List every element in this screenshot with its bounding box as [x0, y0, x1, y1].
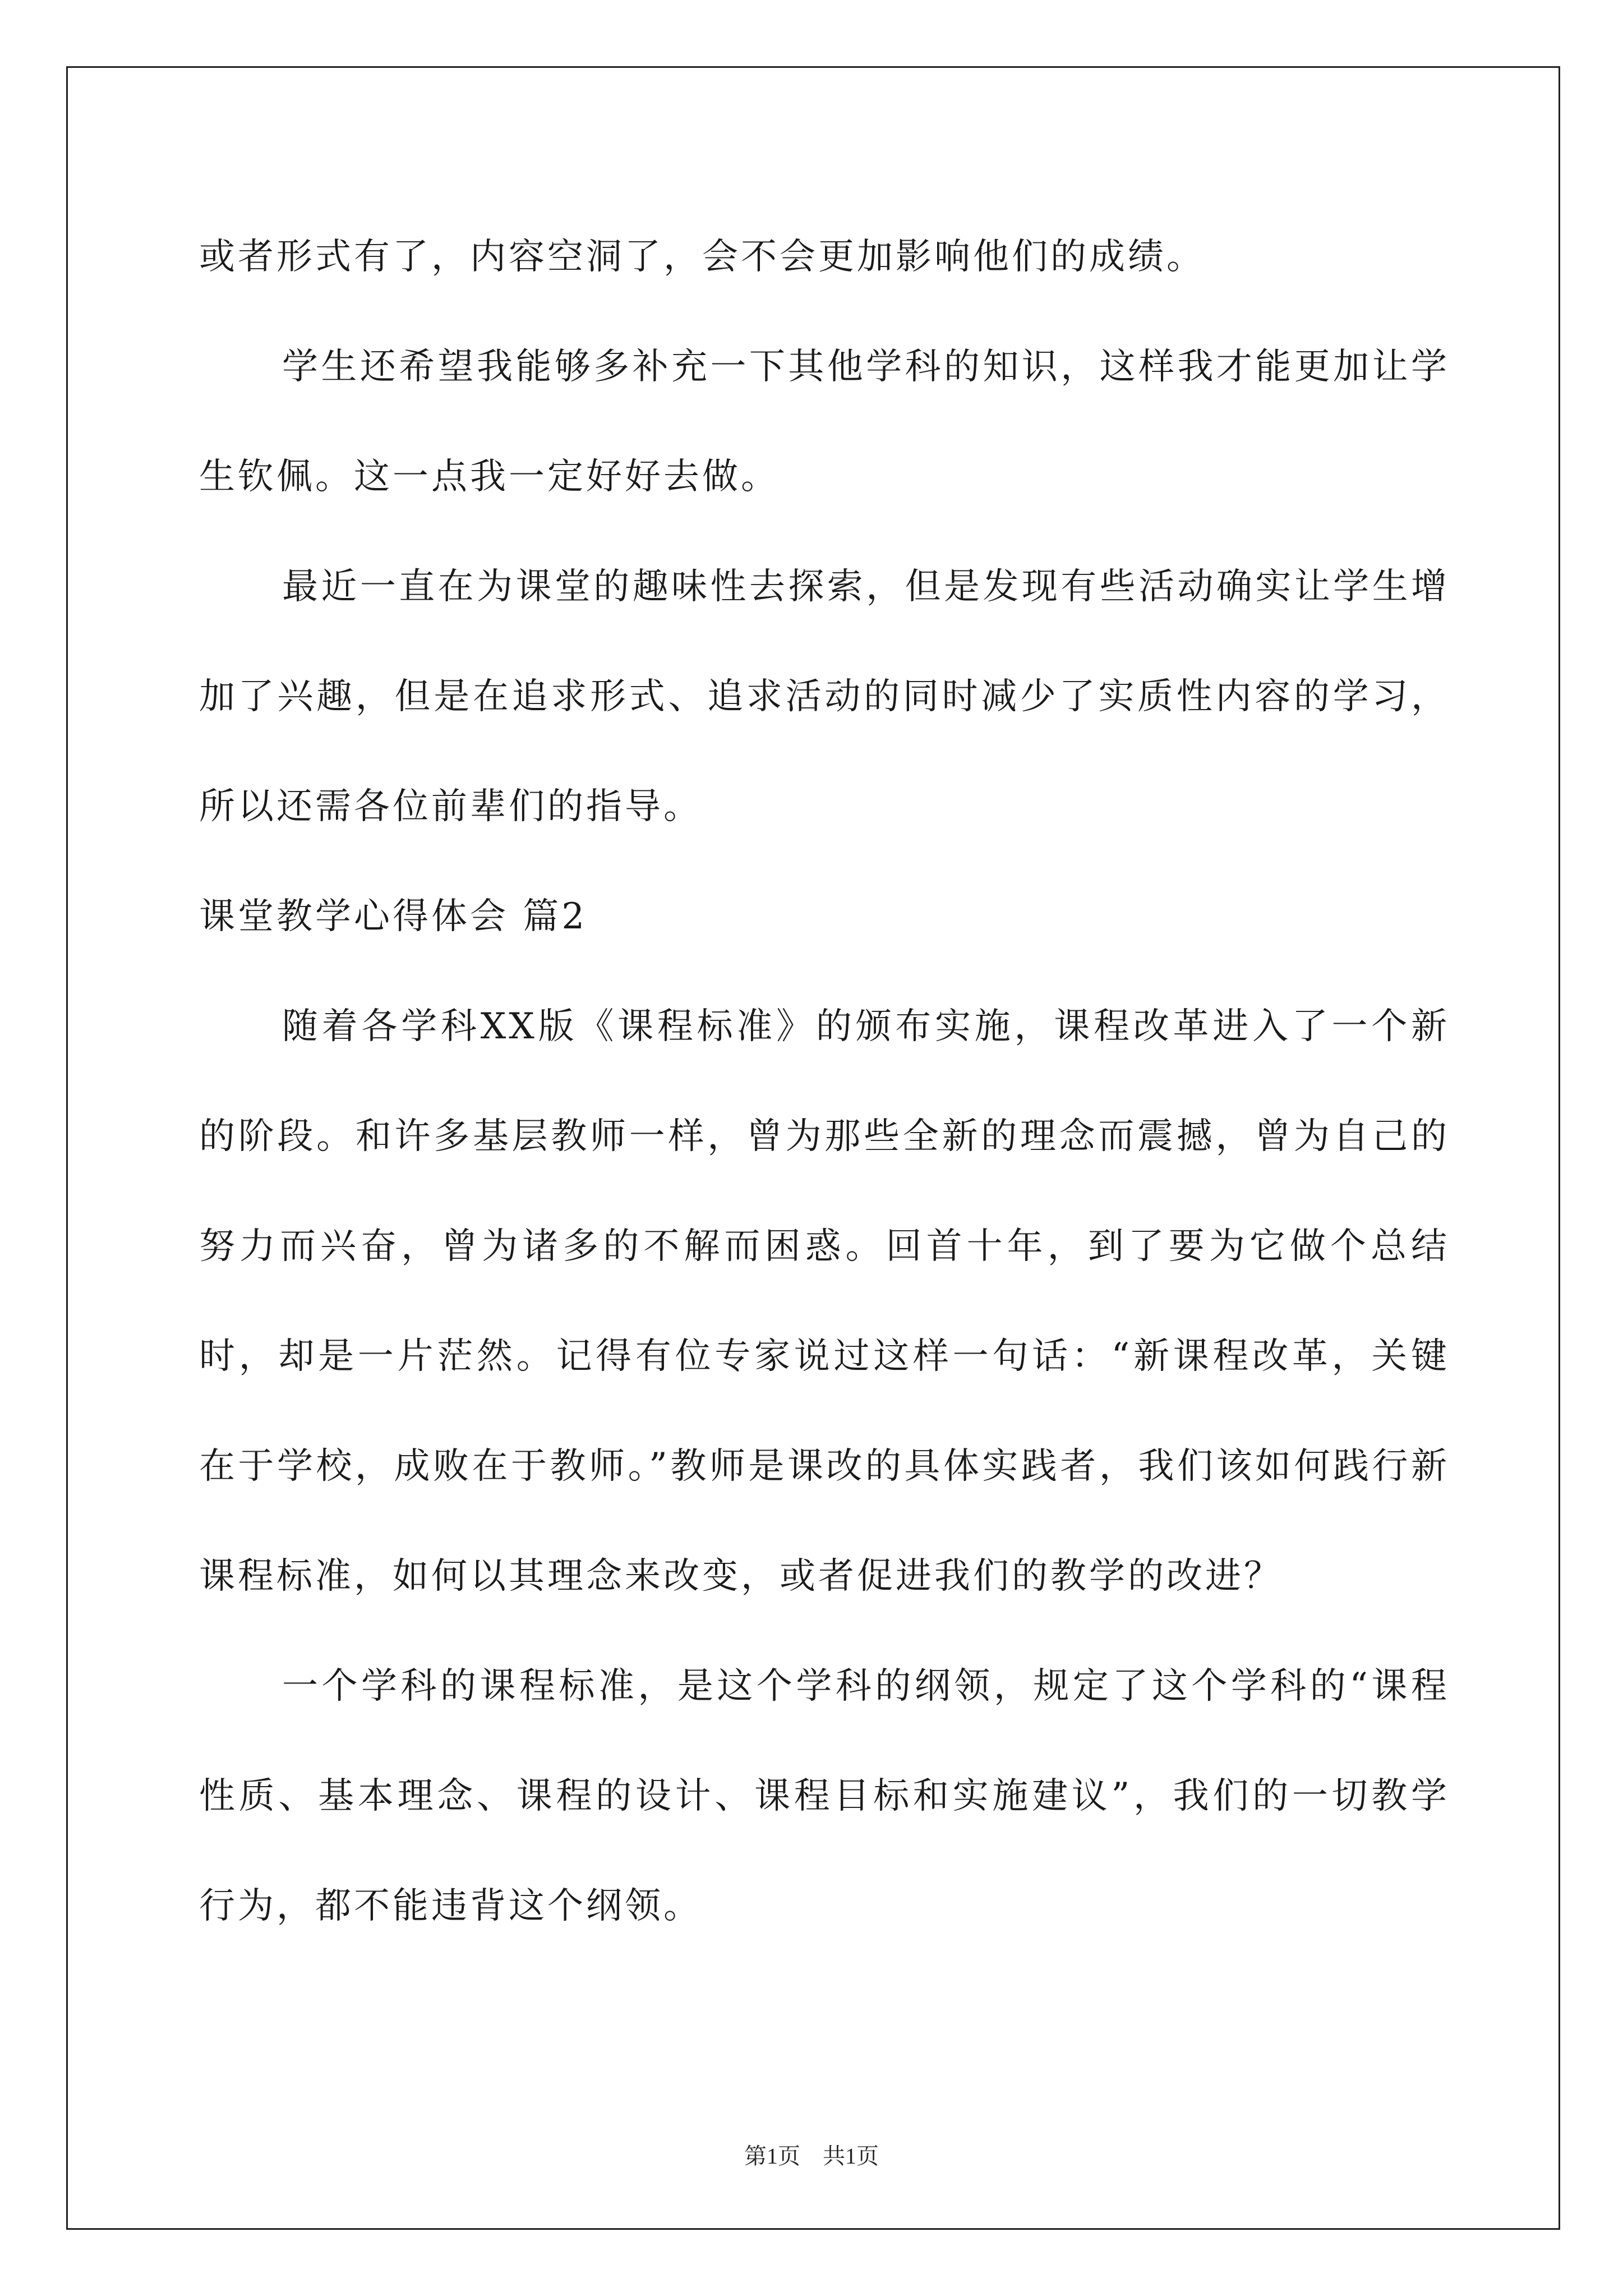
paragraph: 一个学科的课程标准，是这个学科的纲领，规定了这个学科的“课程性质、基本理念、课程的设计、课程目标和实施建议”，我们的一切教学行为，都不能违背这个纲领。 — [199, 1665, 1450, 1927]
page-number: 第1页 共1页 — [744, 2143, 879, 2169]
paragraph-continuation: 或者形式有了，内容空洞了，会不会更加影响他们的成绩。 — [199, 236, 1205, 278]
paragraph: 最近一直在为课堂的趣味性去探索，但是发现有些活动确实让学生增加了兴趣，但是在追求形式、追求活动的同时减少了实质性内容的学习，所以还需各位前辈们的指导。 — [199, 566, 1450, 827]
document-body — [199, 202, 1450, 1961]
section-heading: 课堂教学心得体会 篇2 — [199, 896, 588, 937]
paragraph: 随着各学科XX版《课程标准》的颁布实施，课程改革进入了一个新的阶段。和许多基层教师一样，曾为那些全新的理念而震撼，曾为自己的努力而兴奋，曾为诸多的不解而困惑。回首十年，到了要为它做个总结时，却是一片茫然。记得有位专家说过这样一句话：“新课程改革，关键在于学校，成败在于教师。”教师是课改的具体实践者，我们该如何践行新课程标准，如何以其理念来改变，或者促进我们的教学的改进？ — [199, 1006, 1450, 1597]
paragraph: 学生还希望我能够多补充一下其他学科的知识，这样我才能更加让学生钦佩。这一点我一定好好去做。 — [199, 346, 1450, 498]
